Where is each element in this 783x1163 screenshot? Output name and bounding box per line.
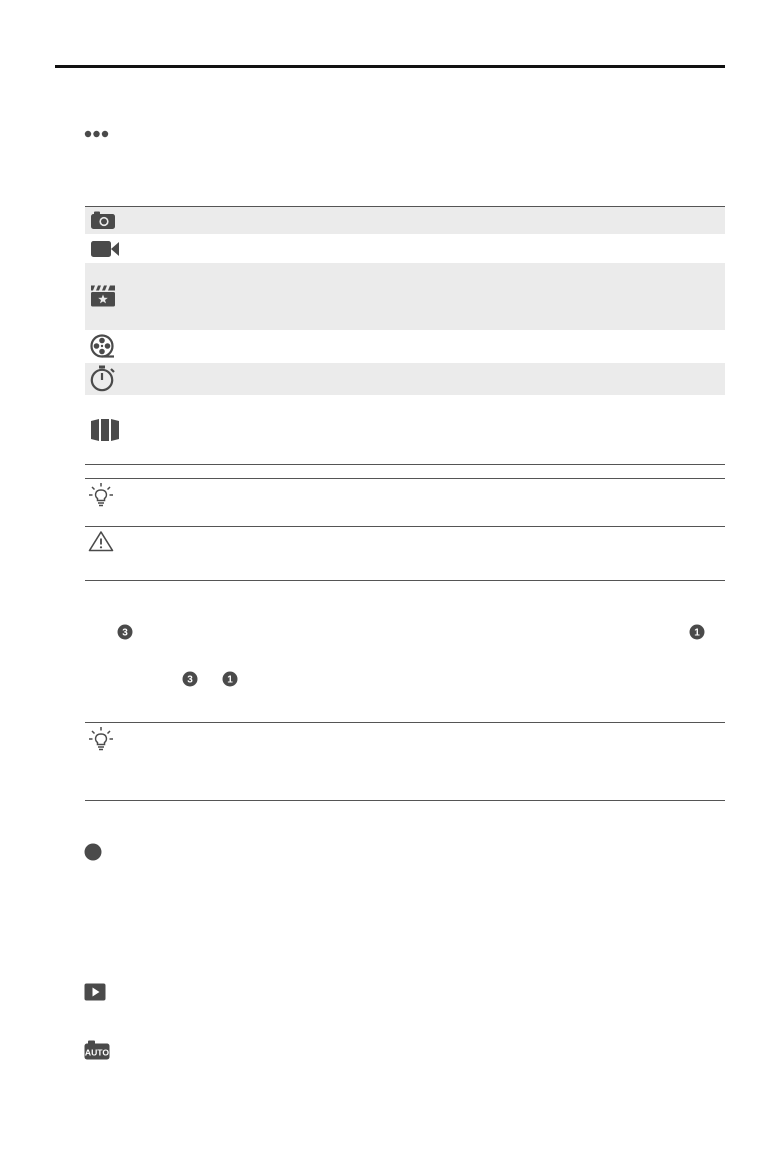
countdown-badge-1 <box>222 671 238 687</box>
photo-camera-icon <box>90 210 116 230</box>
auto-camera-icon[interactable] <box>84 1040 110 1060</box>
panorama-icon <box>90 418 120 442</box>
header-rule <box>55 65 725 68</box>
playback-icon[interactable] <box>84 983 106 1001</box>
countdown-badge-1 <box>689 624 705 640</box>
warning-bottom-rule <box>85 580 725 581</box>
countdown-badge-3 <box>182 671 198 687</box>
record-dot-icon[interactable] <box>84 843 102 861</box>
lightbulb-icon <box>88 726 114 752</box>
tip-bottom-rule <box>85 800 725 801</box>
svg-text:AUTO: AUTO <box>84 1047 110 1058</box>
tip-top-rule <box>85 722 725 723</box>
timer-icon <box>90 365 118 393</box>
warning-triangle-icon <box>88 530 114 552</box>
story-clapperboard-icon <box>90 285 116 307</box>
film-reel-icon <box>90 334 116 360</box>
svg-text:3: 3 <box>122 627 128 639</box>
video-camera-icon <box>90 239 120 259</box>
table-row-shade <box>85 363 725 395</box>
svg-text:1: 1 <box>694 627 700 639</box>
svg-text:3: 3 <box>187 674 193 686</box>
tip-top-rule <box>85 478 725 479</box>
warning-top-rule <box>85 526 725 527</box>
more-dots-icon[interactable] <box>84 129 110 139</box>
table-row-shade <box>85 207 725 234</box>
svg-text:1: 1 <box>227 674 233 686</box>
table-row-shade <box>85 263 725 330</box>
countdown-badge-3 <box>117 624 133 640</box>
lightbulb-icon <box>88 482 114 508</box>
table-bottom-rule <box>85 464 725 465</box>
